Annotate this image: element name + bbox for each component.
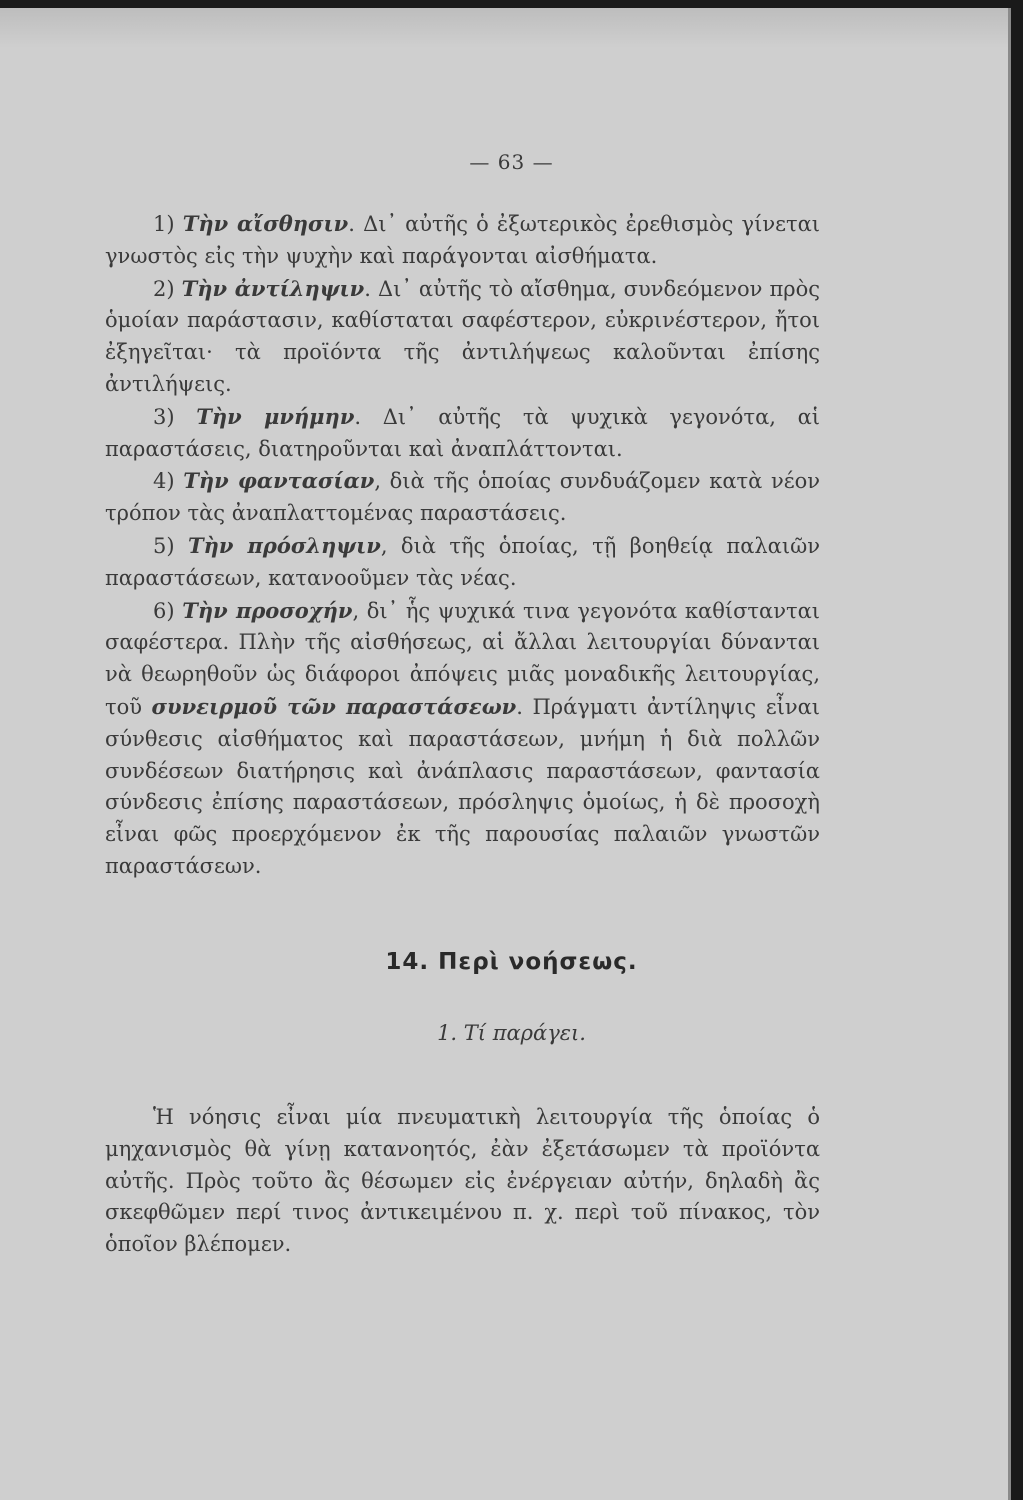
book-page bbox=[0, 8, 1011, 1500]
section-body bbox=[105, 1102, 820, 1261]
faculties-list bbox=[105, 208, 820, 883]
term-prosoche: Τὴν προσοχήν bbox=[182, 597, 353, 623]
subsection-heading: 1. Τί παράγει. bbox=[437, 1021, 586, 1045]
page-number: — 63 — bbox=[469, 150, 554, 174]
term-proslepsis: Τὴν πρόσληψιν bbox=[187, 532, 381, 558]
term-syneirmos: συνειρμοῦ τῶν παραστάσεων bbox=[151, 693, 517, 719]
list-item-3: 3) Τὴν μνήμην. Δι᾽ αὐτῆς τὰ ψυχικὰ γεγονότα, αἱ παραστάσεις, διατηροῦνται καὶ ἀναπλάττονται. bbox=[105, 403, 820, 461]
list-item-2: 2) Τὴν ἀντίληψιν. Δι᾽ αὐτῆς τὸ αἴσθημα, συνδεόμενον πρὸς ὁμοίαν παράστασιν, καθίσταται σαφέστερον, εὐκρινέστερον, ἤτοι ἐξηγεῖται· τὰ προϊόντα τῆς ἀντιλήψεως καλοῦνται ἐπίσης ἀντιλήψεις. bbox=[105, 275, 821, 396]
section-heading: 14. Περὶ νοήσεως. bbox=[385, 949, 638, 975]
term-phantasia: Τὴν φαντασίαν bbox=[183, 468, 375, 494]
term-mneme: Τὴν μνήμην bbox=[196, 403, 355, 429]
list-item-1: 1) Τὴν αἴσθησιν. Δι᾽ αὐτῆς ὁ ἐξωτερικὸς ἐρεθισμὸς γίνεται γνωστὸς εἰς τὴν ψυχὴν καὶ παράγονται αἰσθήματα. bbox=[105, 211, 821, 268]
list-item-4: 4) Τὴν φαντασίαν, διὰ τῆς ὁποίας συνδυάζομεν κατὰ νέον τρόπον τὰς ἀναπλαττομένας παραστάσεις. bbox=[105, 468, 820, 526]
term-aisthesis: Τὴν αἴσθησιν bbox=[182, 211, 349, 236]
term-antilepsis: Τὴν ἀντίληψιν bbox=[181, 275, 365, 301]
list-item-5: 5) Τὴν πρόσληψιν, διὰ τῆς ὁποίας, τῇ βοηθείᾳ παλαιῶν παραστάσεων, κατανοοῦμεν τὰς νέας. bbox=[105, 532, 820, 590]
body-paragraph: Ἡ νόησις εἶναι μία πνευματικὴ λειτουργία τῆς ὁποίας ὁ μηχανισμὸς θὰ γίνῃ κατανοητός, ἐὰν ἐξετάσωμεν τὰ προϊόντα αὐτῆς. Πρὸς τοῦτο ἂς θέσωμεν εἰς ἐνέργειαν αὐτήν, δηλαδὴ ἂς σκεφθῶμεν περί τινος ἀντικειμένου π. χ. περὶ τοῦ πίνακος, τὸν ὁποῖον βλέπομεν. bbox=[105, 1105, 820, 1257]
list-item-6: 6) Τὴν προσοχήν, δι᾽ ἧς ψυχικά τινα γεγονότα καθίστανται σαφέστερα. Πλὴν τῆς αἰσθήσεως, αἱ ἄλλαι λειτουργίαι δύνανται νὰ θεωρηθοῦν ὡς διάφοροι ἀπόψεις μιᾶς μοναδικῆς λειτουργίας, τοῦ συνειρμοῦ τῶν παραστάσεων. Πράγματι ἀντίληψις εἶναι σύνθεσις αἰσθήματος καὶ παραστάσεων, μνήμη ἡ διὰ πολλῶν συνδέσεων διατήρησις καὶ ἀνάπλασις παραστάσεων, φαντασία σύνδεσις ἐπίσης παραστάσεων, πρόσληψις ὁμοίως, ἡ δὲ προσοχὴ εἶναι φῶς προερχόμενον ἐκ τῆς παρουσίας παλαιῶν γνωστῶν παραστάσεων. bbox=[105, 597, 821, 878]
